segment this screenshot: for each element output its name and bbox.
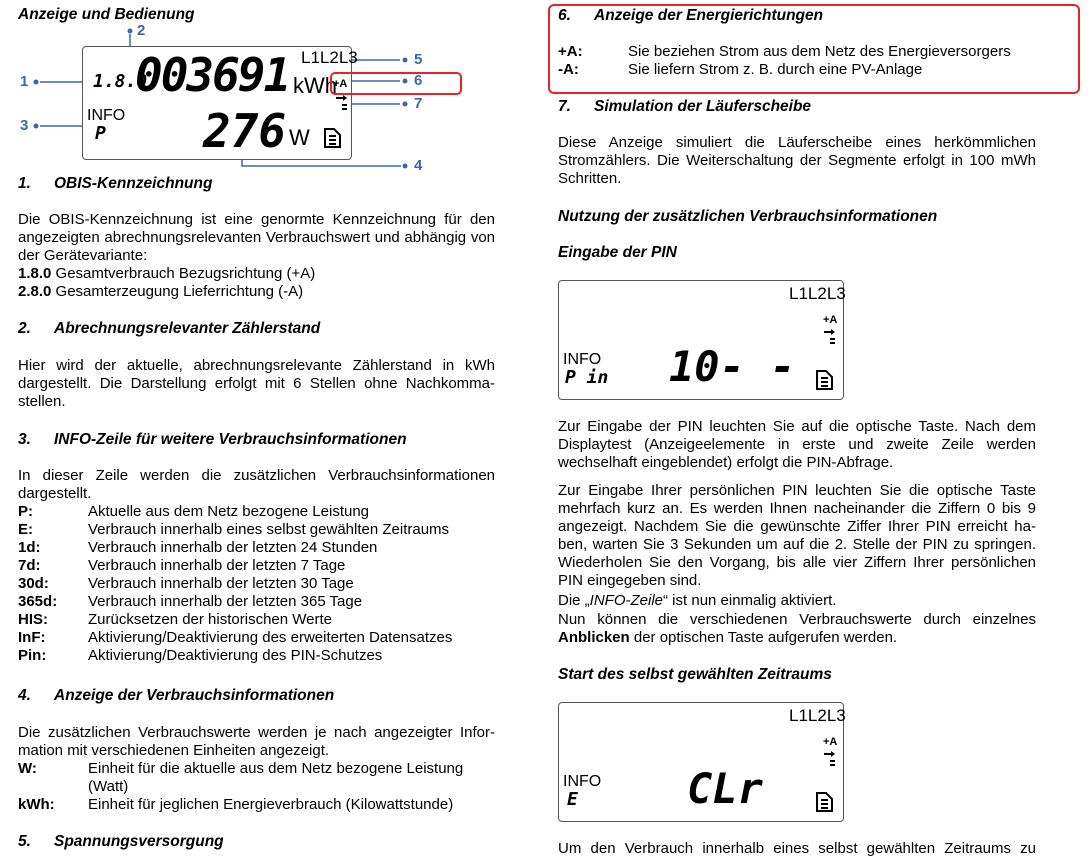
plus-a-indicator: +A xyxy=(333,78,348,90)
obis-line-2: 2.8.0 Gesamterzeugung Lieferrichtung (-A) xyxy=(18,283,304,300)
lcd-pin-display xyxy=(558,280,844,400)
section-1-text: Die OBIS-Kennzeichnung ist eine genormte Kennzeichnung für den angezeigten abrechnungsrelevanten Verbrauchswert und abhängig von der Gerätevariante: xyxy=(18,211,495,264)
pin-paragraph-4a: Nun können die verschiedenen Verbrauchswerte durch einzelnes xyxy=(558,611,1036,628)
info-label: INFO xyxy=(563,773,602,790)
disk-simulation-icon xyxy=(815,369,835,391)
pin-paragraph-2: Zur Eingabe Ihrer persönlichen PIN leuchten Sie die optische Taste mehrfach kurz an. Es werden Ihnen nacheinander die Ziffern 0 bis 9 angezeigt. Nachdem Sie die gewünschte Ziffer Ihrer PIN erreicht ha-ben, warten Sie 3 Sekunden um auf die 2. Stelle der PIN zu springen. Wiederholen Sie den Vorgang, bis alle vier Ziffern Ihrer persönlichen PIN eingegeben sind. xyxy=(558,482,1036,589)
list-item: HIS: Zurücksetzen der historischen Werte xyxy=(18,611,332,628)
info-label: INFO xyxy=(563,351,602,368)
section-3-heading: 3. INFO-Zeile für weitere Verbrauchsinformationen xyxy=(18,431,407,448)
usage-heading: Nutzung der zusätzlichen Verbrauchsinformationen xyxy=(558,208,938,225)
energy-direction-icon xyxy=(823,749,835,767)
list-item: Pin: Aktivierung/Deaktivierung des PIN-Schutzes xyxy=(18,647,383,664)
list-item: 30d: Verbrauch innerhalb der letzten 30 Tage xyxy=(18,575,354,592)
energy-direction-icon xyxy=(823,327,835,345)
section-2-heading: 2. Abrechnungsrelevanter Zählerstand xyxy=(18,320,321,337)
section-6-heading: 6. Anzeige der Energierichtungen xyxy=(558,7,824,24)
list-item: InF: Aktivierung/Deaktivierung des erweiterten Datensatzes xyxy=(18,629,453,646)
display-diagram xyxy=(14,22,454,182)
energy-direction-icon xyxy=(335,93,347,111)
section-heading-display: Anzeige und Bedienung xyxy=(18,6,195,23)
energy-direction-list xyxy=(558,43,1068,79)
section-1-heading: 1. OBIS-Kennzeichnung xyxy=(18,175,213,192)
callout-5: 5 xyxy=(414,51,423,68)
obis-code: 1.8.0 xyxy=(93,71,148,92)
section-4-heading: 4. Anzeige der Verbrauchsinformationen xyxy=(18,687,335,704)
section-7-heading: 7. Simulation der Läuferscheibe xyxy=(558,98,812,115)
list-item: +A: Sie beziehen Strom aus dem Netz des Energieversorgers xyxy=(558,43,1011,60)
info-code-list xyxy=(18,503,498,665)
meter-reading: 003691 xyxy=(135,48,290,102)
phases-indicator: L1L2L3 xyxy=(301,48,358,67)
section-7-text: Diese Anzeige simuliert die Läuferscheibe eines herkömmlichen Stromzählers. Die Weiterschaltung der Segmente erfolgt in 100 mWh Schritten. xyxy=(558,134,1036,187)
highlight-plus-a xyxy=(330,72,462,95)
info-label: INFO xyxy=(87,107,126,124)
list-item: -A: Sie liefern Strom z. B. durch eine PV-Anlage xyxy=(558,61,923,78)
callout-6: 6 xyxy=(414,72,423,89)
obis-line-1: 1.8.0 Gesamtverbrauch Bezugsrichtung (+A) xyxy=(18,265,316,282)
plus-a-indicator: +A xyxy=(823,314,838,326)
disk-simulation-icon xyxy=(815,791,835,813)
list-item: P: Aktuelle aus dem Netz bezogene Leistung xyxy=(18,503,370,520)
start-period-heading: Start des selbst gewählten Zeitraums xyxy=(558,666,832,683)
callout-7: 7 xyxy=(414,95,423,112)
pin-paragraph-3: Die „INFO-Zeile“ ist nun einmalig aktiviert. xyxy=(558,592,837,609)
cut-off-text: Um den Verbrauch innerhalb eines selbst gewählten Zeitraums zu xyxy=(558,840,1036,857)
pin-paragraph-1: Zur Eingabe der PIN leuchten Sie auf die optische Taste. Nach dem Displaytest (Anzeigeelemente in erste und zweite Zeile werden wechselhaft eingeblendet) erfolgt die PIN-Abfrage. xyxy=(558,418,1036,471)
section-2-text: Hier wird der aktuelle, abrechnungsrelevante Zählerstand in kWh dargestellt. Die Darstellung erfolgt mit 6 Stellen ohne Nachkomma-stellen. xyxy=(18,357,495,410)
list-item: 7d: Verbrauch innerhalb der letzten 7 Tage xyxy=(18,557,346,574)
phases-indicator: L1L2L3 xyxy=(789,284,846,303)
pin-paragraph-4b: Anblicken der optischen Taste aufgerufen werden. xyxy=(558,629,898,646)
list-item: E: Verbrauch innerhalb eines selbst gewählten Zeitraums xyxy=(18,521,450,538)
phases-indicator: L1L2L3 xyxy=(789,706,846,725)
callout-2: 2 xyxy=(137,22,146,39)
list-item: 365d: Verbrauch innerhalb der letzten 365 Tage xyxy=(18,593,363,610)
callout-3: 3 xyxy=(20,117,29,134)
callout-1: 1 xyxy=(20,73,29,90)
info-code: P xyxy=(95,123,106,144)
lcd-clear-display xyxy=(558,702,844,822)
kwh-unit: kWh xyxy=(293,73,337,98)
list-item: 1d: Verbrauch innerhalb der letzten 24 Stunden xyxy=(18,539,378,556)
lcd-panel xyxy=(82,46,358,160)
w-unit: W xyxy=(289,125,310,150)
info-code: P in xyxy=(565,367,609,388)
section-5-heading: 5. Spannungsversorgung xyxy=(18,833,224,850)
disk-simulation-icon xyxy=(323,127,343,149)
section-4-text: Die zusätzlichen Verbrauchswerte werden je nach angezeigter Infor-mation mit verschiedenen Einheiten angezeigt. xyxy=(18,724,495,759)
callout-4: 4 xyxy=(414,157,423,174)
plus-a-indicator: +A xyxy=(823,736,838,748)
section-3-text: In dieser Zeile werden die zusätzlichen Verbrauchsinformationen dargestellt. xyxy=(18,467,495,502)
pin-value: 10- - xyxy=(669,342,796,391)
power-value: 276 xyxy=(203,104,287,158)
list-item: W: Einheit für die aktuelle aus dem Netz bezogene Leistung xyxy=(18,760,464,777)
list-item: (Watt) xyxy=(88,778,129,795)
clear-value: CLr xyxy=(687,764,763,813)
unit-list xyxy=(18,760,498,814)
list-item: kWh: Einheit für jeglichen Energieverbrauch (Kilowattstunde) xyxy=(18,796,454,813)
pin-heading: Eingabe der PIN xyxy=(558,244,677,261)
info-code: E xyxy=(567,789,578,810)
